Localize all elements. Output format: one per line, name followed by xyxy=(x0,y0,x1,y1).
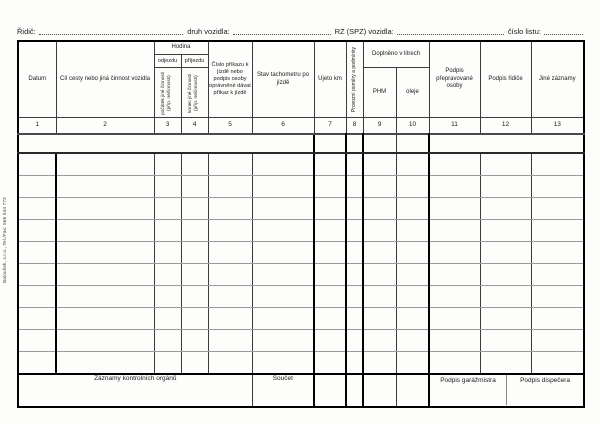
data-row-cell xyxy=(154,308,181,330)
data-row-cell xyxy=(154,153,181,176)
data-row-cell xyxy=(480,153,531,176)
footer-signatures-cell xyxy=(429,374,584,407)
data-row xyxy=(18,352,584,375)
footer-sum-oleje-cell xyxy=(396,374,429,407)
data-row-cell xyxy=(314,286,346,308)
data-row-cell xyxy=(154,352,181,375)
initial-phm-cell xyxy=(363,134,396,153)
data-row-cell xyxy=(252,352,314,375)
footer-sum-provozni-cell xyxy=(346,374,363,407)
data-row-cell xyxy=(208,153,252,176)
initial-ujeto-km-cell xyxy=(314,134,346,153)
header-jine-zaznamy: Jiné záznamy xyxy=(531,41,584,118)
data-row-cell xyxy=(480,286,531,308)
data-row-cell xyxy=(208,198,252,220)
data-row-cell xyxy=(531,264,584,286)
data-row-cell xyxy=(181,198,208,220)
data-row-cell xyxy=(56,264,154,286)
data-row-cell xyxy=(531,220,584,242)
data-row-cell xyxy=(208,352,252,375)
data-row-cell xyxy=(18,176,56,198)
data-row-cell xyxy=(18,308,56,330)
data-row-cell xyxy=(531,352,584,375)
data-row-cell xyxy=(396,198,429,220)
data-row-cell xyxy=(208,220,252,242)
data-row-cell xyxy=(56,176,154,198)
data-row-cell xyxy=(363,198,396,220)
table-body xyxy=(18,153,584,374)
data-row-cell xyxy=(396,308,429,330)
data-row-cell xyxy=(56,352,154,375)
initial-provozni-cell xyxy=(346,134,363,153)
col-number: 11 xyxy=(429,118,480,135)
data-row-cell xyxy=(252,220,314,242)
data-row-cell xyxy=(480,330,531,352)
vehicle-log-table xyxy=(17,40,585,408)
data-row-cell xyxy=(56,330,154,352)
data-row-cell xyxy=(154,198,181,220)
header-ujeto-km: Ujeto km xyxy=(314,41,346,118)
data-row-cell xyxy=(531,198,584,220)
header-konec-cinnosti-text: konec jiné činnosti (příp. nečinnosti) xyxy=(188,72,200,113)
data-row-cell xyxy=(429,242,480,264)
data-row-cell xyxy=(314,308,346,330)
data-row xyxy=(18,176,584,198)
data-row-cell xyxy=(531,308,584,330)
data-row-cell xyxy=(346,198,363,220)
data-row-cell xyxy=(252,176,314,198)
data-row-cell xyxy=(252,308,314,330)
col-number: 4 xyxy=(181,118,208,135)
sheet-number-label: číslo listu: xyxy=(507,27,541,36)
header-prijezdu: příjezdu xyxy=(181,55,208,68)
header-pocatek-cinnosti xyxy=(154,68,181,118)
footer-sum-phm-cell xyxy=(363,374,396,407)
data-row-cell xyxy=(252,286,314,308)
table-footer xyxy=(18,374,584,407)
data-row-cell xyxy=(154,176,181,198)
col-number: 1 xyxy=(18,118,56,135)
data-row-cell xyxy=(56,198,154,220)
header-cislo-prikazu: Číslo příkazu k jízdě nebo podpis osoby oprávněné dávat příkaz k jízdě xyxy=(208,41,252,118)
data-row-cell xyxy=(56,286,154,308)
data-row-cell xyxy=(429,308,480,330)
data-row-cell xyxy=(346,352,363,375)
data-row-cell xyxy=(363,352,396,375)
data-row-cell xyxy=(154,264,181,286)
data-row-cell xyxy=(181,242,208,264)
podpis-dispecera-label: Podpis dispečera xyxy=(520,377,570,384)
header-podpis-ridice: Podpis řidiče xyxy=(480,41,531,118)
data-row-cell xyxy=(208,308,252,330)
data-row-cell xyxy=(181,264,208,286)
data-row-cell xyxy=(181,153,208,176)
data-row-cell xyxy=(18,330,56,352)
data-row-cell xyxy=(531,153,584,176)
data-row-cell xyxy=(208,176,252,198)
data-row-cell xyxy=(480,220,531,242)
data-row-cell xyxy=(18,198,56,220)
data-row-cell xyxy=(346,308,363,330)
data-row-cell xyxy=(154,286,181,308)
data-row xyxy=(18,242,584,264)
data-row-cell xyxy=(154,220,181,242)
data-row-cell xyxy=(531,330,584,352)
data-row-cell xyxy=(396,220,429,242)
data-row-cell xyxy=(363,153,396,176)
top-fill-in-line xyxy=(17,26,583,36)
data-row-cell xyxy=(346,176,363,198)
header-odjezdu: odjezdu xyxy=(154,55,181,68)
data-row-cell xyxy=(18,153,56,176)
plate-dotted-field xyxy=(397,26,504,35)
data-row xyxy=(18,220,584,242)
col-number: 8 xyxy=(346,118,363,135)
driver-label: Řidič: xyxy=(17,27,36,36)
data-row-cell xyxy=(363,286,396,308)
data-row-cell xyxy=(480,264,531,286)
data-row-cell xyxy=(346,264,363,286)
driver-dotted-field xyxy=(39,26,183,35)
initial-oleje-cell xyxy=(396,134,429,153)
data-row-cell xyxy=(314,198,346,220)
col-number: 12 xyxy=(480,118,531,135)
data-row xyxy=(18,153,584,176)
data-row-cell xyxy=(314,330,346,352)
header-oleje: oleje xyxy=(396,68,429,118)
data-row xyxy=(18,264,584,286)
data-row-cell xyxy=(181,220,208,242)
data-row-cell xyxy=(208,242,252,264)
vehicle-type-label: druh vozidla: xyxy=(187,27,230,36)
data-row-cell xyxy=(429,153,480,176)
data-row-cell xyxy=(429,352,480,375)
header-doplneno-v-litrech: Doplněno v litrech xyxy=(363,41,429,68)
data-row-cell xyxy=(480,308,531,330)
data-row-cell xyxy=(396,176,429,198)
table-header xyxy=(18,41,584,153)
data-row-cell xyxy=(154,330,181,352)
data-row-cell xyxy=(363,220,396,242)
data-row-cell xyxy=(429,176,480,198)
footer-sum-ujeto-km-cell xyxy=(314,374,346,407)
data-row-cell xyxy=(531,242,584,264)
col-number: 9 xyxy=(363,118,396,135)
col-number: 3 xyxy=(154,118,181,135)
data-row-cell xyxy=(252,242,314,264)
data-row-cell xyxy=(363,264,396,286)
data-row-cell xyxy=(429,264,480,286)
data-row-cell xyxy=(346,153,363,176)
data-row-cell xyxy=(252,198,314,220)
data-row-cell xyxy=(252,153,314,176)
data-row-cell xyxy=(363,330,396,352)
data-row-cell xyxy=(18,286,56,308)
data-row-cell xyxy=(18,242,56,264)
column-number-row xyxy=(18,118,584,135)
data-row-cell xyxy=(531,286,584,308)
data-row-cell xyxy=(252,264,314,286)
data-row-cell xyxy=(363,242,396,264)
col-number: 5 xyxy=(208,118,252,135)
data-row xyxy=(18,330,584,352)
data-row-cell xyxy=(56,153,154,176)
data-row-cell xyxy=(346,220,363,242)
header-pocatek-cinnosti-text: počátek jiné činnosti (příp. nečinnosti) xyxy=(161,70,173,115)
data-row-cell xyxy=(429,330,480,352)
header-konec-cinnosti xyxy=(181,68,208,118)
col-number: 10 xyxy=(396,118,429,135)
data-row-cell xyxy=(396,330,429,352)
data-row-cell xyxy=(480,176,531,198)
header-datum: Datum xyxy=(18,41,56,118)
plate-label: RZ (SPZ) vozidla: xyxy=(334,27,394,36)
initial-state-row xyxy=(18,134,584,153)
header-stav-tachometru: Stav tachometru po jízdě xyxy=(252,41,314,118)
header-cil-cesty: Cíl cesty nebo jiná činnost vozidla xyxy=(56,41,154,118)
data-row-cell xyxy=(396,242,429,264)
data-row-cell xyxy=(531,176,584,198)
data-row-cell xyxy=(154,242,181,264)
col-number: 2 xyxy=(56,118,154,135)
data-row-cell xyxy=(314,176,346,198)
header-hodina: Hodina xyxy=(154,41,208,55)
data-row-cell xyxy=(346,286,363,308)
footer-zaznamy-cell: Záznamy kontrolních orgánů xyxy=(18,374,252,407)
data-row xyxy=(18,286,584,308)
data-row-cell xyxy=(18,352,56,375)
printer-credit: Baloušek, s.r.o., Tel./Fax: 566 544 773 xyxy=(2,197,7,283)
footer-soucet-label: Součet xyxy=(252,374,314,407)
vehicle-type-dotted-field xyxy=(233,26,331,35)
header-phm: PHM xyxy=(363,68,396,118)
data-row-cell xyxy=(56,242,154,264)
data-row-cell xyxy=(181,176,208,198)
data-row-cell xyxy=(429,220,480,242)
col-number: 7 xyxy=(314,118,346,135)
header-provozni-pomery-text: Provozní poměry a podmínky xyxy=(351,46,358,113)
data-row-cell xyxy=(181,330,208,352)
data-row-cell xyxy=(480,352,531,375)
data-row xyxy=(18,198,584,220)
data-row-cell xyxy=(480,242,531,264)
data-row-cell xyxy=(314,264,346,286)
data-row-cell xyxy=(208,286,252,308)
data-row-cell xyxy=(396,153,429,176)
data-row-cell xyxy=(18,264,56,286)
data-row-cell xyxy=(56,220,154,242)
podpis-garazmistra-label: Podpis garážmistra xyxy=(430,375,507,405)
header-podpis-prepravovane: Podpis přepravované osoby xyxy=(429,41,480,118)
data-row-cell xyxy=(346,330,363,352)
data-row-cell xyxy=(363,176,396,198)
header-provozni-pomery xyxy=(346,41,363,118)
data-row-cell xyxy=(314,242,346,264)
sheet-number-dotted-field xyxy=(544,26,583,35)
data-row-cell xyxy=(396,264,429,286)
data-row-cell xyxy=(314,153,346,176)
data-row-cell xyxy=(314,220,346,242)
data-row-cell xyxy=(429,286,480,308)
col-number: 13 xyxy=(531,118,584,135)
data-row-cell xyxy=(429,198,480,220)
data-row-cell xyxy=(396,352,429,375)
data-row-cell xyxy=(480,198,531,220)
data-row-cell xyxy=(208,330,252,352)
data-row-cell xyxy=(208,264,252,286)
col-number: 6 xyxy=(252,118,314,135)
data-row-cell xyxy=(181,308,208,330)
data-row-cell xyxy=(252,330,314,352)
data-row-cell xyxy=(181,352,208,375)
data-row-cell xyxy=(56,308,154,330)
initial-merged-left-cell xyxy=(18,134,314,153)
data-row-cell xyxy=(396,286,429,308)
data-row-cell xyxy=(314,352,346,375)
data-row-cell xyxy=(181,286,208,308)
initial-merged-right-cell xyxy=(429,134,584,153)
data-row-cell xyxy=(363,308,396,330)
data-row xyxy=(18,308,584,330)
data-row-cell xyxy=(346,242,363,264)
data-row-cell xyxy=(18,220,56,242)
